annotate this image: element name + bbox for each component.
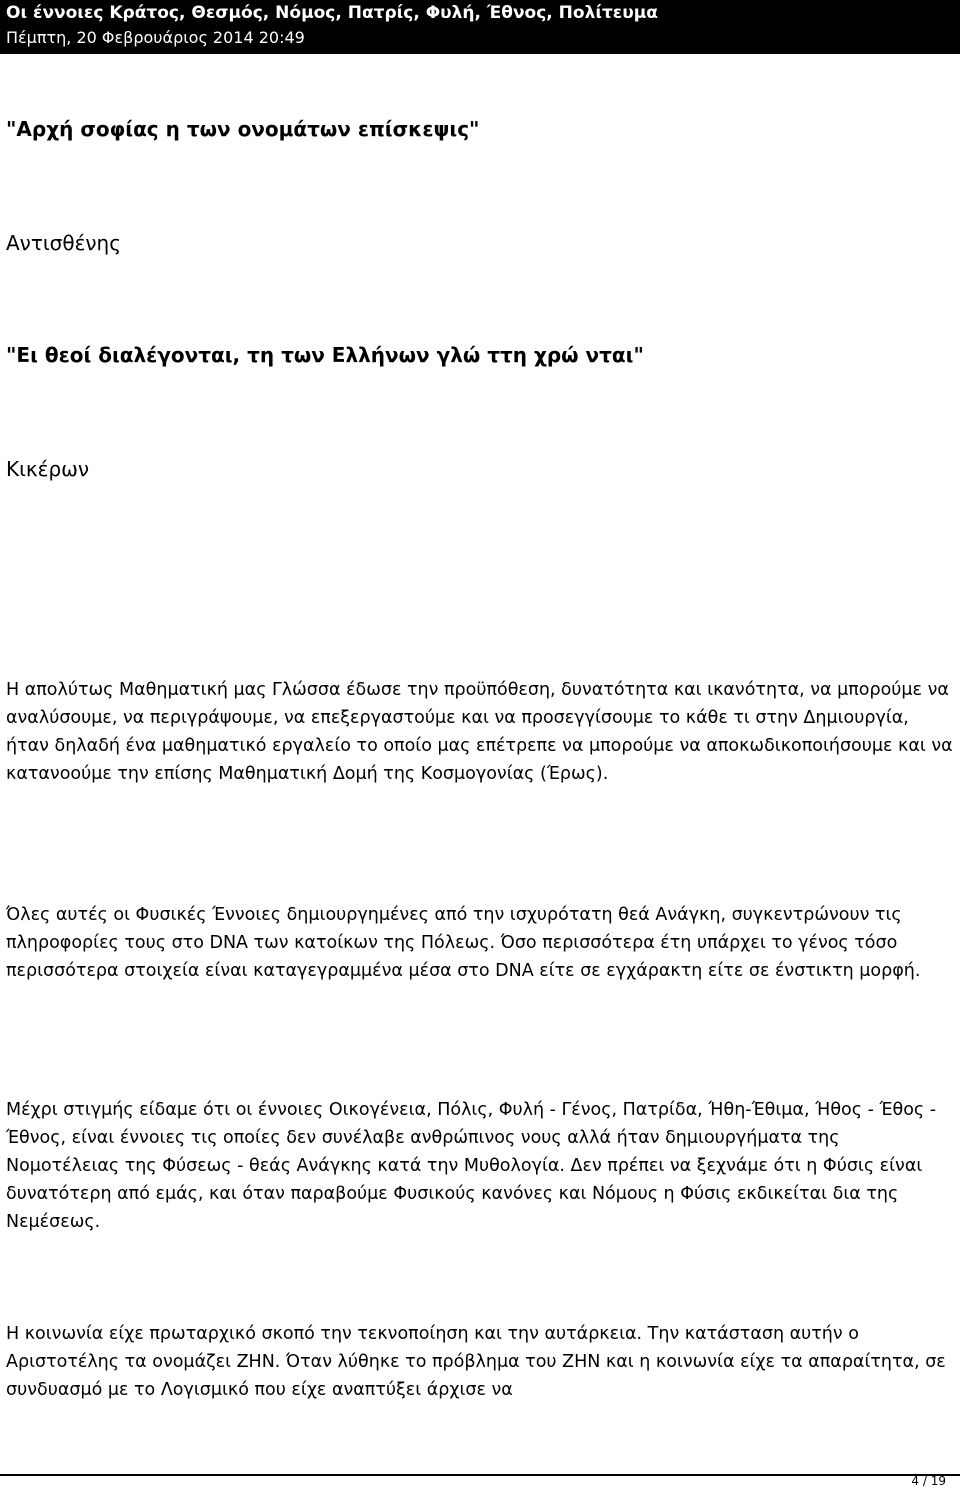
author-antisthenes: Αντισθένης bbox=[6, 231, 121, 255]
footer-divider bbox=[0, 1474, 960, 1476]
author-cicero: Κικέρων bbox=[6, 457, 90, 481]
quote-cicero: "Ει θεοί διαλέγονται, τη των Ελλήνων γλώ ττη χρώ νται" bbox=[6, 343, 644, 367]
document-title: Οι έννοιες Κράτος, Θεσμός, Νόμος, Πατρίς, Φυλή, Έθνος, Πολίτευμα bbox=[6, 3, 658, 23]
paragraph-2: Όλες αυτές οι Φυσικές Έννοιες δημιουργημένες από την ισχυρότατη θεά Ανάγκη, συγκεντρώνουν τις πληροφορίες τους στο DNA των κατοίκων της Πόλεως. Όσο περισσότερα έτη υπάρχει το γένος τόσο περισσότερα στοιχεία είναι καταγεγραμμένα μέσα στο DNA είτε σε εγχάρακτη είτε σε ένστικτη μορφή. bbox=[6, 905, 921, 981]
document-header bbox=[0, 0, 960, 54]
document-date: Πέμπτη, 20 Φεβρουάριος 2014 20:49 bbox=[6, 28, 305, 47]
paragraph-1: Η απολύτως Μαθηματική μας Γλώσσα έδωσε την προϋπόθεση, δυνατότητα και ικανότητα, να μπορούμε να αναλύσουμε, να περιγράψουμε, να επεξεργαστούμε και να προσεγγίσουμε το κάθε τι στην Δημιουργία, ήταν δηλαδή ένα μαθηματικό εργαλείο το οποίο μας επέτρεπε να μπορούμε να αποκωδικοποιήσουμε και να κατανοούμε την επίσης Μαθηματική Δομή της Κοσμογονίας (Έρως). bbox=[6, 680, 953, 784]
paragraph-4: Η κοινωνία είχε πρωταρχικό σκοπό την τεκνοποίηση και την αυτάρκεια. Την κατάσταση αυτήν ο Αριστοτέλης τα ονομάζει ΖΗΝ. Όταν λύθηκε το πρόβλημα του ΖΗΝ και η κοινωνία είχε τα απαραίτητα, σε συνδυασμό με το Λογισμικό που είχε αναπτύξει άρχισε να bbox=[6, 1324, 946, 1400]
paragraph-3: Μέχρι στιγμής είδαμε ότι οι έννοιες Οικογένεια, Πόλις, Φυλή - Γένος, Πατρίδα, Ήθη-Έθιμα, Ήθος - Έθος - Έθνος, είναι έννοιες τις οποίες δεν συνέλαβε ανθρώπινος νους αλλά ήταν δημιουργήματα της Νομοτέλειας της Φύσεως - θεάς Ανάγκης κατά την Μυθολογία. Δεν πρέπει να ξεχνάμε ότι η Φύσις είναι δυνατότερη από εμάς, και όταν παραβούμε Φυσικούς κανόνες και Νόμους η Φύσις εκδικείται δια της Νεμέσεως. bbox=[6, 1100, 937, 1232]
quote-antisthenes: "Αρχή σοφίας η των ονομάτων επίσκεψις" bbox=[6, 117, 480, 141]
page-number: 4 / 19 bbox=[911, 1474, 946, 1488]
